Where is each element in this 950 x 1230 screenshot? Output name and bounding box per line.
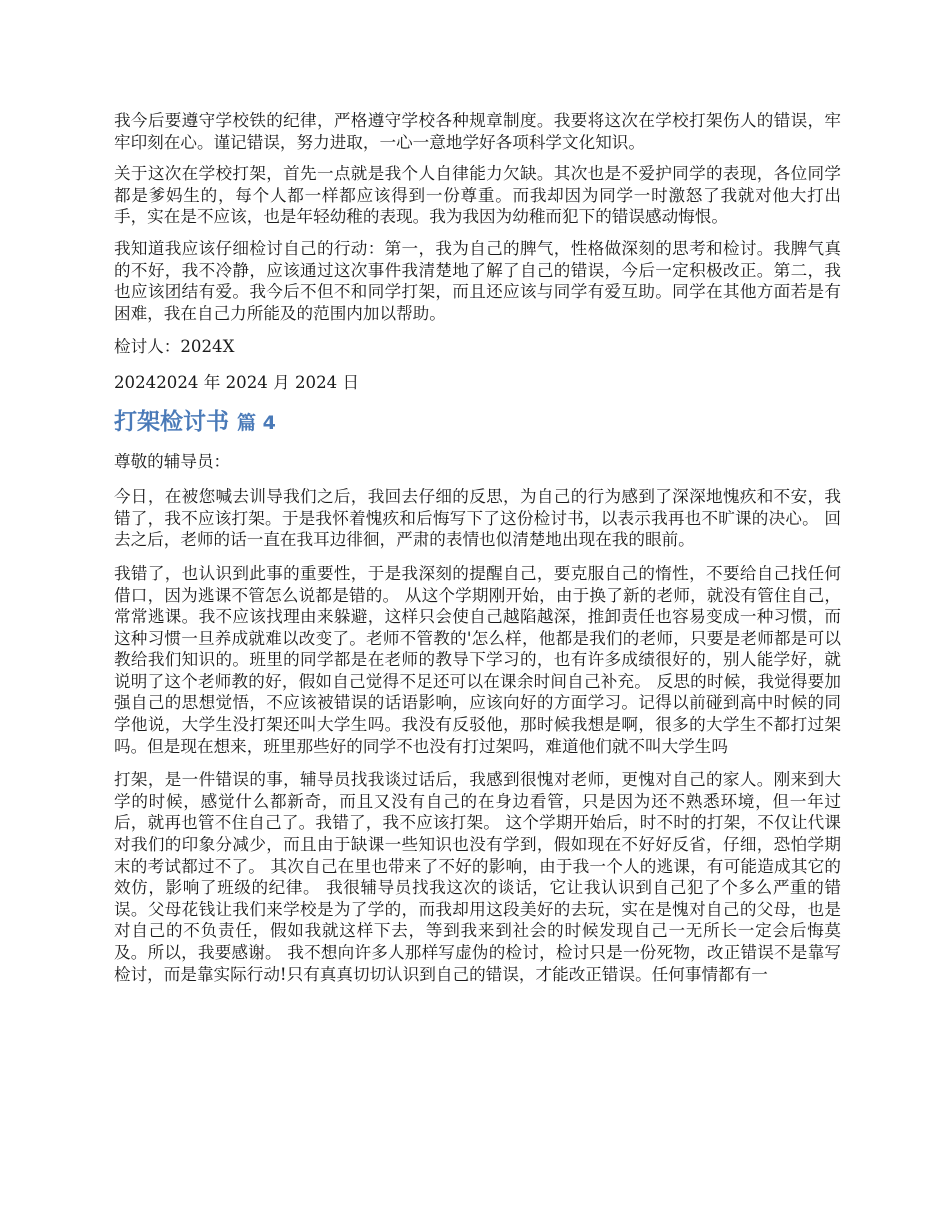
paragraph-fighting: 打架，是一件错误的事，辅导员找我谈过话后，我感到很愧对老师，更愧对自己的家人。刚来到大学的时候，感觉什么都新奇，而且又没有自己的在身边看管，只是因为还不熟悉环境，但一年过后，就再也管不住自己了。我错了，我不应该打架。 这个学期开始后，时不时的打架，不仅让代课对我们的印象分减少，而且由于缺课一些知识也没有学到，假如现在不好好反省，仔细，恐怕学期末的考试都过不了。 其次自己在里也带来了不好的影响，由于我一个人的逃课，有可能造成其它的效仿，影响了班级的纪律。 我很辅导员找我这次的谈话，它让我认识到自己犯了个多么严重的错误。父母花钱让我们来学校是为了学的，而我却用这段美好的去玩，实在是愧对自己的父母，也是对自己的不负责任，假如我就这样下去，等到我来到社会的时候发现自己一无所长一定会后悔莫及。所以，我要感谢。 我不想向许多人那样写虚伪的检讨，检讨只是一份死物，改正错误不是靠写检讨，而是靠实际行动!只有真真切切认识到自己的错误，才能改正错误。任何事情都有一 xyxy=(114,770,841,984)
paragraph-discipline: 我今后要遵守学校铁的纪律，严格遵守学校各种规章制度。我要将这次在学校打架伤人的错误，牢牢印刻在心。谨记错误，努力进取，一心一意地学好各项科学文化知识。 xyxy=(114,111,841,152)
salutation: 尊敬的辅导员： xyxy=(114,451,231,471)
paragraph-reflection: 我知道我应该仔细检讨自己的行动：第一，我为自己的脾气，性格做深刻的思考和检讨。我脾气真的不好，我不冷静，应该通过这次事件我清楚地了解了自己的错误，今后一定积极改正。第二，我也应该团结有爱。我今后不但不和同学打架，而且还应该与同学有爱互助。同学在其他方面若是有困难，我在自己力所能及的范围内加以帮助。 xyxy=(114,238,841,323)
paragraph-today: 今日，在被您喊去训导我们之后，我回去仔细的反思，为自己的行为感到了深深地愧疚和不安，我错了，我不应该打架。于是我怀着愧疚和后悔写下了这份检讨书，以表示我再也不旷课的决心。 回去之后，老师的话一直在我耳边徘徊，严肃的表情也似清楚地出现在我的眼前。 xyxy=(114,487,841,550)
paragraph-self-discipline: 关于这次在学校打架，首先一点就是我个人自律能力欠缺。其次也是不爱护同学的表现，各位同学都是爹妈生的，每个人都一样都应该得到一份尊重。而我却因为同学一时激怒了我就对他大打出手，实在是不应该，也是年轻幼稚的表现。我为我因为幼稚而犯下的错误感动悔恨。 xyxy=(114,164,841,227)
section-title: 打架检讨书 xyxy=(114,408,229,435)
document-page xyxy=(114,110,841,995)
date-line: 20242024 年 2024 月 2024 日 xyxy=(114,372,360,392)
section-heading xyxy=(114,408,841,437)
signer-line: 检讨人：2024X xyxy=(114,337,235,357)
paragraph-importance: 我错了，也认识到此事的重要性，于是我深刻的提醒自己，要克服自己的惰性，不要给自己找任何借口，因为逃课不管怎么说都是错的。 从这个学期刚开始，由于换了新的老师，就没有管住自己，常常逃课。我不应该找理由来躲避，这样只会使自己越陷越深，推卸责任也容易变成一种习惯，而这种习惯一旦养成就难以改变了。老师不管教的'怎么样，他都是我们的老师，只要是老师都是可以教给我们知识的。班里的同学都是在老师的教导下学习的，也有许多成绩很好的，别人能学好，就说明了这个老师教的好，假如自己觉得不足还可以在课余时间自己补充。 反思的时候，我觉得要加强自己的思想觉悟，不应该被错误的话语影响，应该向好的方面学习。记得以前碰到高中时候的同学他说，大学生没打架还叫大学生吗。我没有反驳他，那时候我想是啊，很多的大学生不都打过架吗。但是现在想来，班里那些好的同学不也没有打过架吗，难道他们就不叫大学生吗 xyxy=(114,563,841,756)
section-number: 篇 4 xyxy=(237,411,276,434)
